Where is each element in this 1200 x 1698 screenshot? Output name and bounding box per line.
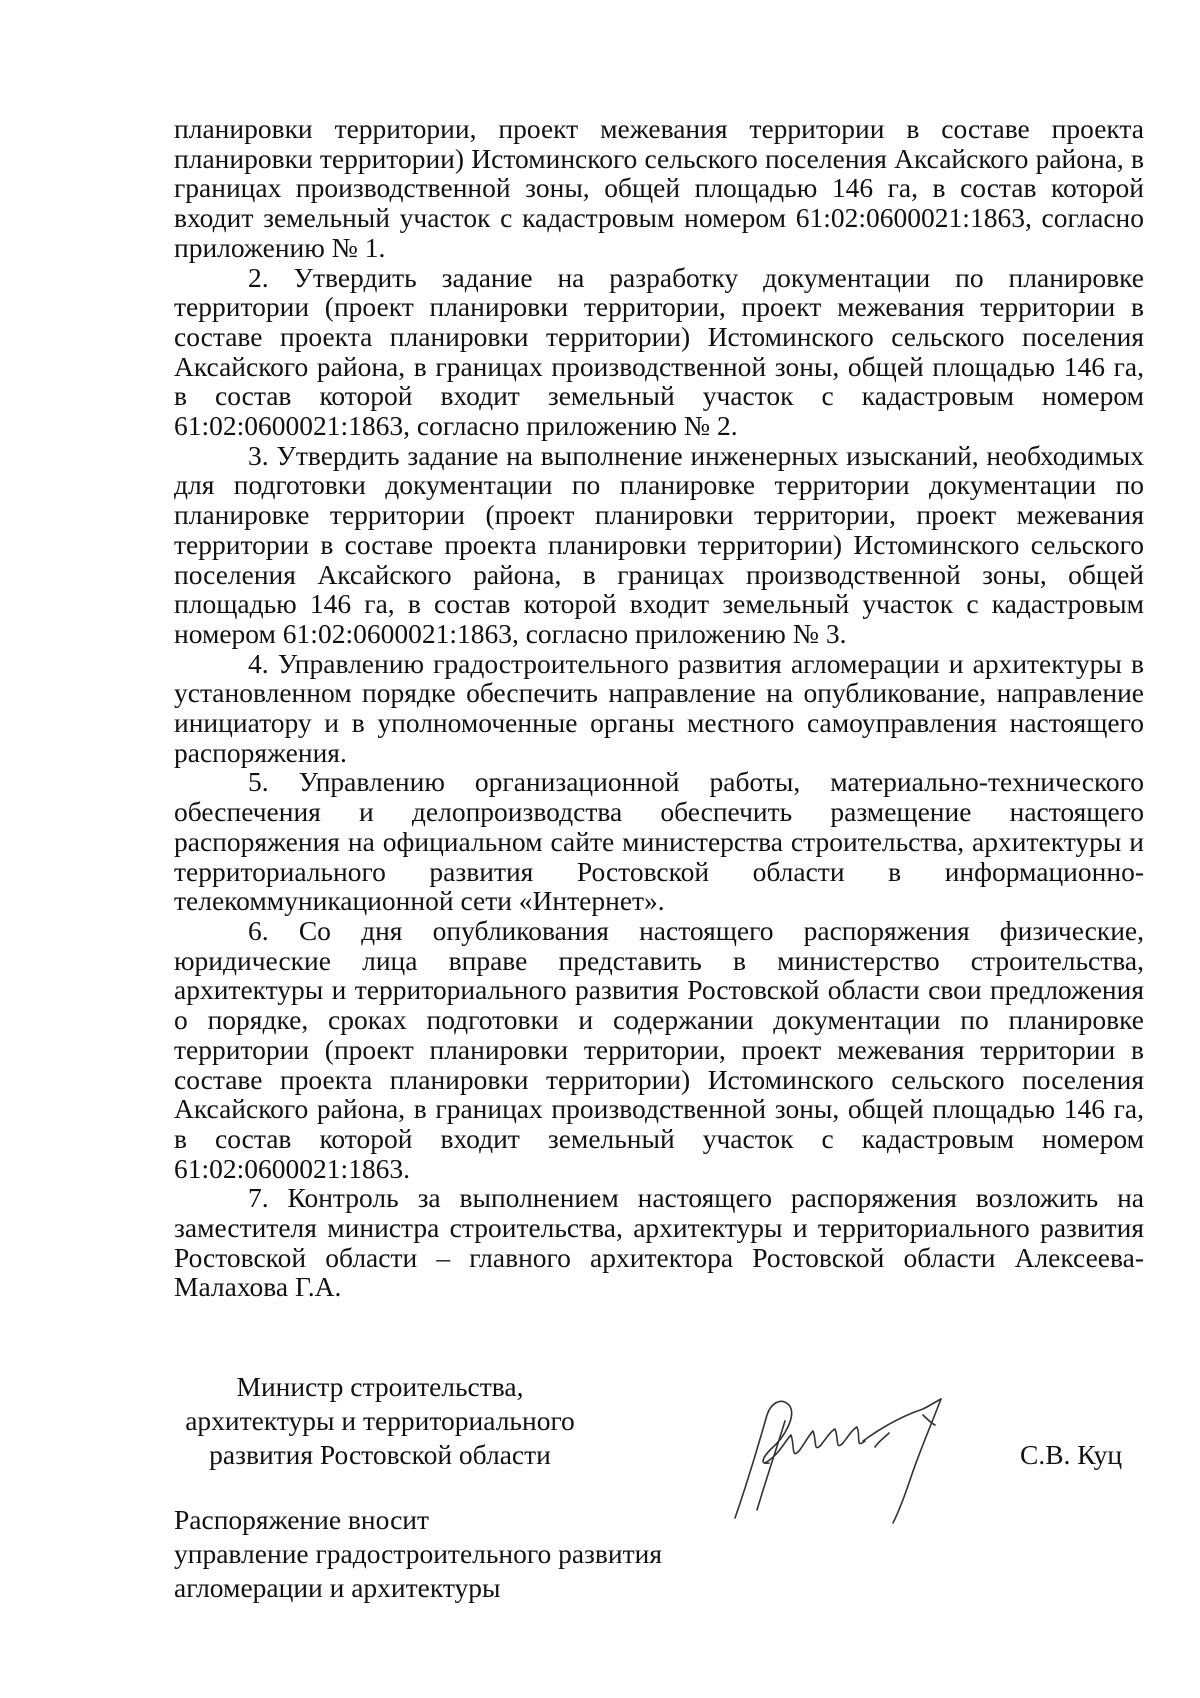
signer-name: С.В. Куц: [1020, 1439, 1123, 1470]
handwritten-signature: [725, 1385, 1010, 1525]
paragraph-item-2: 2. Утвердить задание на разработку документации по планировке территории (проект планировки территории, проект межевания территории в составе проекта планировки территории) Истоминского сельского поселения Аксайского района, в границах производственной зоны, общей площадью 146 га, в состав которой входит земельный участок с кадастровым номером 61:02:0600021:1863, согласно приложению № 2.: [174, 261, 1144, 442]
signatory-title-line: развития Ростовской области: [209, 1439, 551, 1470]
paragraph-item-4: 4. Управлению градостроительного развития агломерации и архитектуры в установленном порядке обеспечить направление на опубликование, направление инициатору и в уполномоченные органы местного самоуправления настоящего распоряжения.: [174, 647, 1144, 768]
signatory-title-line: Министр строительства,: [236, 1371, 524, 1402]
submitter-line: управление градостроительного развития: [174, 1538, 663, 1569]
signatory-title-line: архитектуры и территориального: [185, 1405, 575, 1436]
signatory-title: [170, 1370, 590, 1472]
submitter-note: [174, 1503, 734, 1605]
submitter-line: агломерации и архитектуры: [174, 1572, 501, 1603]
paragraph-item-7: 7. Контроль за выполнением настоящего распоряжения возложить на заместителя министра строительства, архитектуры и территориального развития Ростовской области – главного архитектора Ростовской области Алексеева-Малахова Г.А.: [174, 1182, 1144, 1303]
document-body: [174, 114, 1144, 1302]
paragraph-item-3: 3. Утвердить задание на выполнение инженерных изысканий, необходимых для подготовки документации по планировке территории документации по планировке территории (проект планировки территории, проект межевания территории в составе проекта планировки территории) Истоминского сельского поселения Аксайского района, в границах производственной зоны, общей площадью 146 га, в состав которой входит земельный участок с кадастровым номером 61:02:0600021:1863, согласно приложению № 3.: [174, 439, 1144, 649]
submitter-line: Распоряжение вносит: [174, 1504, 430, 1535]
paragraph-item-6: 6. Со дня опубликования настоящего распоряжения физические, юридические лица вправе представить в министерство строительства, архитектуры и территориального развития Ростовской области свои предложения о порядке, сроках подготовки и содержании документации по планировке территории (проект планировки территории, проект межевания территории в составе проекта планировки территории) Истоминского сельского поселения Аксайского района, в границах производственной зоны, общей площадью 146 га, в состав которой входит земельный участок с кадастровым номером 61:02:0600021:1863.: [174, 914, 1144, 1184]
paragraph-continuation: планировки территории, проект межевания территории в составе проекта планировки территории) Истоминского сельского поселения Аксайского района, в границах производственной зоны, общей площадью 146 га, в состав которой входит земельный участок с кадастровым номером 61:02:0600021:1863, согласно приложению № 1.: [174, 113, 1144, 263]
paragraph-item-5: 5. Управлению организационной работы, материально-технического обеспечения и делопроизводства обеспечить размещение настоящего распоряжения на официальном сайте министерства строительства, архитектуры и территориального развития Ростовской области в информационно-телекоммуникационной сети «Интернет».: [174, 766, 1144, 917]
